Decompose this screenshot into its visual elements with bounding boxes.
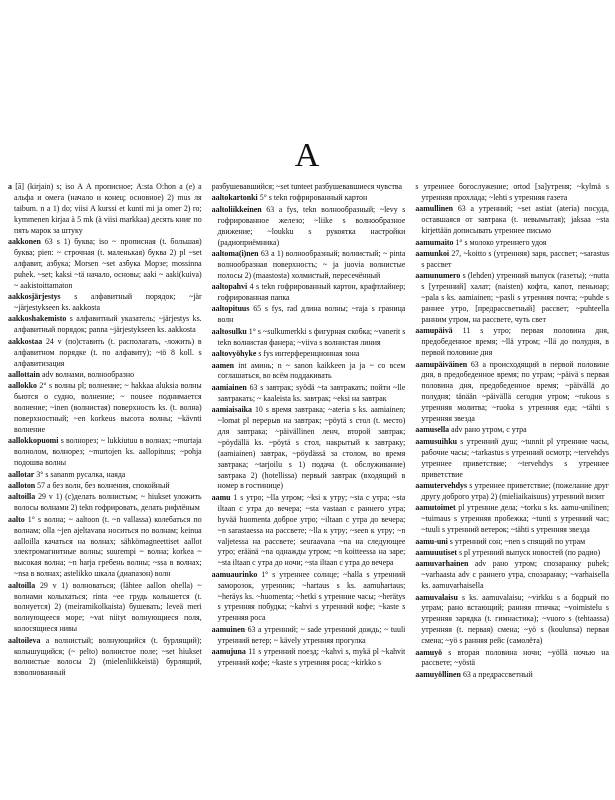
dictionary-entry — [212, 193, 406, 204]
dictionary-entry — [212, 361, 406, 383]
entry-headword: aaltoilla — [8, 580, 36, 590]
dictionary-entry — [415, 548, 609, 559]
dictionary-entry — [415, 271, 609, 326]
dictionary-entry — [212, 249, 406, 282]
entry-headword: aaltoma(i)nen — [211, 248, 259, 258]
entry-headword: aamu-uni — [415, 536, 448, 546]
dictionary-entry — [415, 503, 609, 536]
entry-definition: int аминь; n ~ sanon kaikkeen ja ja ~ со всем соглашаться, во всём поддакивать — [217, 360, 406, 381]
entry-headword: aallokko — [8, 381, 37, 391]
dictionary-entry — [8, 381, 202, 436]
dictionary-entry — [415, 593, 609, 648]
entry-definition: 63 a fys, tekn волнообразный; ~levy s гофрированное железо; ~liike s волнообразное движение; ~loukku s рукоятка настройки (радиоприёмника) — [217, 204, 406, 247]
entry-headword: aamu — [211, 492, 231, 502]
entry-definition: 29 v 1) волноваться; (lähtee aallon ohella) ~ волнами колыхаться; rinta ~ee грудь колышется (t. волнуется) 2) (meiramikolkaista) бушевать; leveä meri волнующееся море; ~vat niityt волнующиеся поля, колосящиеся нивы — [14, 580, 202, 634]
entry-headword: a — [8, 182, 12, 191]
dictionary-entry — [8, 436, 202, 469]
dictionary-entry — [415, 559, 609, 592]
entry-headword: aamuyöllinen — [415, 669, 461, 679]
entry-headword: aamuvalaisu — [415, 592, 458, 602]
entry-headword: aaltoilla — [8, 492, 36, 502]
dictionary-entry — [415, 425, 609, 436]
entry-headword: aamuyö — [415, 647, 443, 657]
entry-headword: aamiaisaika — [211, 405, 253, 415]
entry-definition: 63 a утренний; ~set astiat (ateria) посуда, оставшаяся от завтрака (t. невымытая); jaksaa ~sta kirjettään дописывать утреннее письмо — [421, 204, 610, 236]
entry-definition: s pl утренний выпуск новостей (по радио) — [458, 547, 601, 557]
column-3 — [415, 182, 609, 796]
dictionary-entry — [8, 370, 202, 381]
dictionary-entry — [415, 360, 609, 425]
entry-definition: s утренний сон; ~nen s спящий по утрам — [449, 536, 586, 546]
entry-definition: [ā] (kirjain) s; iso A А прописное; A:sta O:hon а (e) a альфа и омега (начало и конец; основное) 2) mus ля taibum. n a 1) do; viisi A kurssi et kunti mi ja omer 2) ro; kymmenen kirjaa à 5 mk (à viisi markkaa) десять книг по пять марок за штуку — [14, 182, 202, 235]
dictionary-entry — [8, 492, 202, 514]
entry-headword: aakkostaa — [8, 336, 43, 346]
entry-definition: 24 v (по)ставить (t. располагать, -ложить) в алфавитном порядке (t. по алфавиту); ~tö 8 koll. s алфавитизация — [14, 336, 202, 368]
entry-headword: aallokkopuomi — [8, 436, 59, 446]
entry-definition: s (lehden) утренний выпуск (газеты); ~nutta s [утренний] халат; (naisten) кофта, капот, пеньюар; ~pala s ks. aamiainen; ~pasli s утренняя почта; ~puhde s раннее утро, [предрассветный] рассвет; ~puhteella ранним утром, на рассвете, чуть свет — [421, 271, 610, 324]
entry-definition: s алфавитный указатель; ~järjestys ks. алфавитный порядок; panna ~järjestykseen ks. aakkosta — [14, 314, 202, 335]
section-letter-heading: A — [294, 137, 321, 174]
entry-headword: aaltokartonki — [211, 193, 258, 203]
entry-definition: 63 a 1) волнообразный; волнистый; ~ pinta волнообразная поверхность; ~ ja juovia волнистые полосы 2) (maastosta) холмистый, пересечённый — [217, 248, 406, 280]
dictionary-entry — [415, 437, 609, 481]
entry-headword: aallottain — [8, 369, 41, 379]
dictionary-entry — [415, 182, 609, 204]
entry-definition: s волнорез; ~ lukkiutuu в волнах; ~murtaja волнолом, волнорез; ~murtojen ks. aallopituus; ~pohja подошва волны — [14, 436, 202, 468]
entry-headword: aamullinen — [415, 204, 454, 214]
entry-definition: 57 а без волн, без волнения, спокойный — [37, 480, 170, 490]
dictionary-entry — [212, 182, 406, 193]
entry-headword: aakkoshakemisto — [8, 314, 67, 324]
dictionary-entry — [8, 636, 202, 680]
entry-definition: 1° s утреннее солнце; ~halla s утренний заморозок, утренник; ~hartaus s ks. aamuhartaus; ~heräys ks. ~huomenta; ~hetki s утренние часы; ~herätys s утренняя побудка; ~kahvi s утренний кофе; ~kaste s утренняя роса — [217, 569, 406, 623]
entry-headword: aamuuutiset — [415, 547, 457, 557]
entry-definition: 1° s ~sulkumerkki s фигурная скобка; ~vanerit s tekn волнистая фанера; ~viiva s волнистая линия — [217, 326, 406, 347]
dictionary-entry — [415, 326, 609, 359]
dictionary-entry — [8, 581, 202, 636]
entry-definition: 5° s tekn гофрированный картон — [259, 193, 368, 203]
entry-definition: s алфавитный порядок; ~jär ~järjestykseen ks. aakkosta — [14, 292, 202, 312]
dictionary-entry — [8, 470, 202, 481]
dictionary-entry — [8, 237, 202, 292]
dictionary-entry — [415, 238, 609, 249]
dictionary-entry — [8, 292, 202, 314]
dictionary-columns — [8, 182, 609, 796]
entry-headword: aamunkoi — [415, 248, 450, 258]
entry-definition: 10 s время завтрака; ~ateria s ks. aamiainen; ~lomat pl перерыв на завтрак; ~pöytä s стол (t. место) для завтрака; ~päivällinen ленч, второй завтрак; ~pöydällä ks. ~pöytä s стол, накрытый к завтраку; (aamiainen) завтрак, ~pöydässä за столом, во время завтрака; ~tarjoilu s 1) подача (t. обслуживание) завтрака 2) (hotellissa) первый завтрак (входящий в номер в гостинице) — [217, 405, 406, 491]
dictionary-entry — [8, 481, 202, 492]
entry-definition: 1° s волна; ~ aaltoon (t. ~n vallassa) колебаться по волнам; olla ~jen ajeltavana носиться по волнам; keinua aalloilla качаться на волнах; sähkömagneettiset aallot электромагнитные волны; suurempi ~ волна; korkea ~ высокая волна; ~n harja гребень волны; ~ssa в волнах; ~nsa в волнах; astelikko шкала (диапазон) волн — [14, 514, 202, 579]
entry-definition: 65 s fys, rad длина волны; ~raja s граница волн — [217, 304, 406, 325]
entry-definition: 63 s завтрак; syödä ~ta завтракать; пойти ~lle завтракать; ~ kaaleista ks. завтрак; ~eksi на завтрак — [217, 382, 406, 403]
entry-headword: aaltoileva — [8, 635, 41, 645]
entry-definition: 63 s 1) буква; iso ~ прописная (t. большая) буква; pien: ~ строчная (t. маленькая) буква 2) pl ~set алфавит, азбука; Morsen ~set азбука Морзе; mossinna puhek. ~set; kaksi ~tä начало, основы; aaki ~ аaki(kuiva) ~ aakistoittamaton — [14, 237, 202, 290]
entry-definition: s вторая половина ночи; ~yöllä ночью на рассвете; ~yöstä — [421, 647, 610, 668]
entry-headword: aaltopituus — [211, 304, 250, 314]
entry-definition: 29 v 1) (с)делать волнистым; ~ hiukset уложить волосы волнами 2) tekn гофрировать, делать рифлёным — [14, 492, 202, 513]
entry-headword: aamiainen — [211, 382, 247, 392]
entry-definition: s утренний душ; ~tunnit pl утренние часы, рабочие часы; ~tarkastus s утренний осмотр; ~tervehdys утреннее приветствие; ~tervehdys s утреннее приветствие — [421, 436, 610, 479]
dictionary-entry — [212, 205, 406, 249]
dictionary-entry — [415, 670, 609, 681]
entry-headword: aamutervehdys — [415, 480, 468, 490]
dictionary-entry — [415, 648, 609, 670]
dictionary-entry — [212, 625, 406, 647]
entry-headword: aalto — [8, 514, 25, 524]
entry-headword: aamujuna — [211, 647, 246, 657]
entry-headword: aamupäiväinen — [415, 359, 468, 369]
dictionary-entry — [212, 405, 406, 492]
entry-headword: aamen — [211, 360, 235, 370]
entry-definition: s утреннее приветствие; (пожелание друг другу доброго утра) 2) (mieliaikaisuus) утренний визит — [421, 480, 610, 501]
entry-definition: 63 a происходящий в первой половине дня, в предобеденное время; по утрам; ~päivä s первая половина дня, предобеденное время; ~päivällä до полудня; tänään ~päivällä сегодня утром; ~rukous s утренняя молитва; ~ruoka s утренняя еда; ~tähti s утренняя звезда — [421, 359, 610, 424]
entry-definition: adv рано утром; спозаранку puhek; ~varhaasta adv с раннего утра, спозаранку; ~varhaisella ks. aamuvarhaisella — [421, 559, 610, 591]
entry-headword: aamumaito — [415, 237, 454, 247]
entry-definition: s ks. aamuvalaisu; ~virkku s а бодрый по утрам; рано встающий; ранняя птичка; ~voimistelu s утренняя зарядка (t. гимнастика); ~vuoro s (tehtaassa) утренняя (t. первая) смена; ~yö s (koulunsa) первая смена; ~yö s ранняя рейс (самолёта) — [421, 592, 610, 646]
column-1 — [8, 182, 202, 796]
dictionary-entry — [212, 282, 406, 304]
entry-definition: pl утренние дела; ~torku s ks. aamu-unilinen; ~tuimaus s утренняя пробежка; ~tunti s утренний час; ~tuuli s утренний ветерок; ~tähti s утренняя звезда — [421, 503, 610, 535]
entry-definition: 63 a утренний; ~ sade утренний дождь; ~ tuuli утренний ветер; ~ kävely утренняя прогулка — [217, 624, 406, 645]
entry-definition: adv волнами, волнообразно — [42, 369, 135, 379]
entry-definition: 63 a предрассветный — [462, 669, 533, 679]
entry-definition: 11 s утренний поезд; ~kahvi s, mykä pl ~kahvit утренний кофе; ~kaste s утренняя роса; ~kirkko s — [217, 647, 406, 667]
entry-definition: adv рано утром, с утра — [451, 425, 527, 435]
entry-headword: aamuvarhainen — [415, 559, 469, 569]
dictionary-entry — [415, 204, 609, 237]
dictionary-entry — [212, 327, 406, 349]
entry-headword: aaltopahvi — [211, 282, 248, 292]
entry-headword: aaltovyöhyke — [211, 349, 257, 359]
entry-headword: aamusuihku — [415, 436, 458, 446]
dictionary-entry — [212, 304, 406, 326]
dictionary-entry — [8, 515, 202, 580]
dictionary-entry — [8, 337, 202, 370]
entry-definition: разбушевавшийся; ~set tunteet разбушевавшиеся чувства — [211, 182, 403, 191]
dictionary-entry — [8, 314, 202, 336]
entry-definition: a волнистый; волнующийся (t. бурлящий); колышущийся; (~ pelto) волнистое поле; ~set hiukset волнистые волосы 2) (mielenliikkeistä) бурлящий, взволнованный — [14, 635, 202, 678]
entry-headword: aakkonen — [8, 237, 41, 247]
dictionary-entry — [212, 647, 406, 669]
entry-headword: aalloton — [8, 480, 36, 490]
dictionary-entry — [415, 481, 609, 503]
entry-headword: aamutoimet — [415, 503, 456, 513]
entry-headword: aamuaurinko — [211, 569, 258, 579]
entry-definition: s утреннее богослужение; ortod [за]утреня; ~kylmä s утренняя прохлада; ~lehti s утренняя газета — [415, 182, 610, 202]
entry-headword: aamuinen — [211, 624, 245, 634]
dictionary-entry — [212, 570, 406, 625]
entry-headword: aamupäivä — [415, 326, 453, 336]
column-2 — [212, 182, 406, 796]
entry-headword: aaltosulku — [211, 326, 247, 336]
entry-definition: 4 s tekn гофрированный картон, крафтлайнер; гофрированная папка — [217, 282, 406, 303]
dictionary-entry — [415, 249, 609, 271]
dictionary-entry — [212, 349, 406, 360]
dictionary-entry — [212, 383, 406, 405]
entry-definition: 3° s sananm русалка, наяда — [36, 469, 126, 479]
entry-definition: 11 s утро; первая половина дня, предобеденное время; ~llä утром; ~llä до полудня, в первой половине дня — [421, 326, 610, 358]
entry-definition: 1 s утро; ~lla утром; ~ksi к утру; ~sta с утра; ~sta iltaan с утра до вечера; ~sta vastaan с раннего утра; hyvää huomenta доброе утро; ~iltaan с утра до вечера; ~n sarastaessa на рассвете; ~lla к утру; ~seen к утру; ~n valjetessa на рассвете; seuraavana ~na на следующее утро; eräänä ~na однажды утром; ~n koitteessa на заре; ~sta iltaan с утра до ночи; ~sta iltaan с утра до вечера — [217, 492, 406, 568]
entry-definition: 27, ~koitto s (утренняя) заря, рассвет; ~sarastus s рассвет — [421, 248, 610, 269]
entry-headword: aakkosjärjestys — [8, 292, 61, 302]
dictionary-entry — [212, 493, 406, 569]
entry-headword: aallotar — [8, 469, 35, 479]
dictionary-entry — [8, 182, 202, 237]
entry-definition: s fys интерференционная зона — [258, 349, 360, 359]
dictionary-entry — [415, 537, 609, 548]
entry-headword: aamunumero — [415, 271, 461, 281]
entry-headword: aamusella — [415, 425, 450, 435]
entry-definition: 2° s волны pl; волнение; ~ hakkaa aluksia волны бьются о судно, волнение; ~ nousee поднимается волнение; ~inen (волнистая) поверхность ks. (t. волна) поверхностный; ~en korkeus высота волны; ~kävnti волнение — [14, 381, 202, 434]
entry-definition: 1° s молоко утреннего удоя — [455, 237, 547, 247]
entry-headword: aaltoliikkeinen — [211, 204, 262, 214]
